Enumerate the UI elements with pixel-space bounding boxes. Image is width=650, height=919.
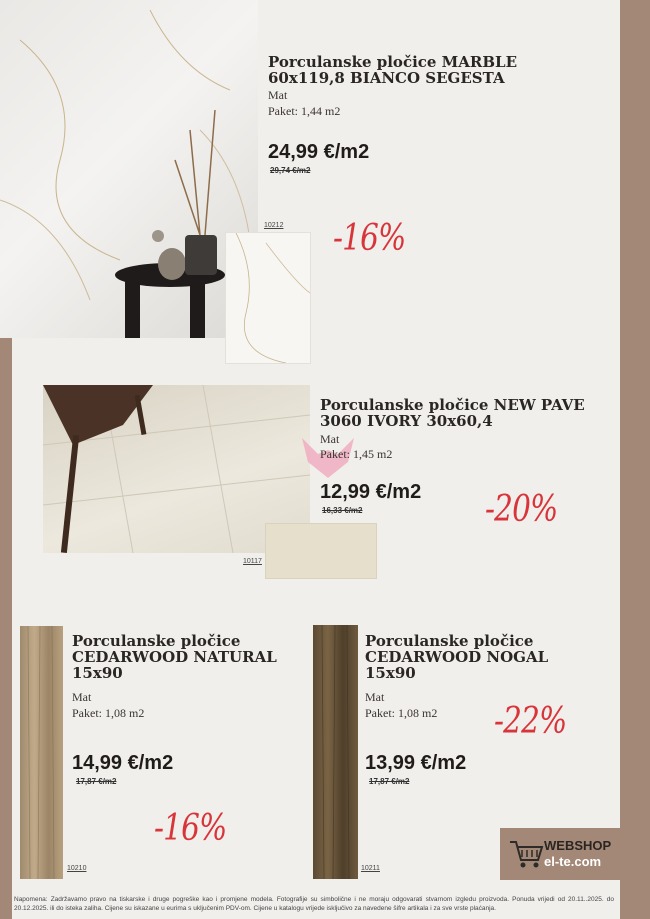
product-image-cedarwood-nogal	[313, 625, 358, 879]
left-frame-strip	[0, 338, 12, 919]
webshop-url[interactable]: el-te.com	[544, 854, 602, 869]
product-price: 12,99 €/m2	[320, 481, 422, 503]
product-old-price: 29,74 €/m2	[270, 166, 311, 175]
product-image-marble-room	[0, 0, 258, 338]
discount-badge: -16%	[154, 808, 227, 849]
product-image-cedarwood-natural	[20, 626, 63, 879]
webshop-label: WEBSHOP	[544, 838, 612, 853]
product-package: Paket: 1,08 m2	[365, 706, 438, 720]
product-title-marble	[268, 54, 608, 86]
product-title-cedar-nogal	[365, 633, 605, 681]
title-line: 3060 IVORY 30x60,4	[320, 412, 493, 430]
title-line: CEDARWOOD NOGAL	[365, 648, 549, 666]
title-line: Porculanske pločice	[72, 632, 241, 650]
title-line: CEDARWOOD NATURAL	[72, 648, 277, 666]
title-line: 60x119,8 BIANCO SEGESTA	[268, 69, 505, 87]
product-old-price: 17,87 €/m2	[369, 777, 410, 786]
title-line: Porculanske pločice	[365, 632, 534, 650]
product-package: Paket: 1,45 m2	[320, 447, 393, 461]
title-line: Porculanske pločice MARBLE	[268, 53, 518, 71]
product-finish: Mat	[268, 88, 288, 102]
product-image-marble-tile	[226, 233, 310, 363]
footer-disclaimer: Napomena: Zadržavamo pravo na tiskarske i druge pogreške kao i promjene modela. Fotografije su simbolične i ne moraju odgovarati stvarnom izgledu proizvoda. Ponuda vrijedi od 20.11..2025. do 20.12.2025. ili do isteka zaliha. Cijene su iskazane u eurima s uključenim PDV-om. Cijene u katalogu vrijede isključivo za navedene šifre artikala i za sve vrste plaćanja.	[14, 896, 614, 912]
product-finish: Mat	[365, 690, 385, 704]
product-price: 13,99 €/m2	[365, 752, 467, 774]
right-frame-strip	[620, 0, 650, 919]
product-price: 14,99 €/m2	[72, 752, 174, 774]
product-code: 10210	[67, 865, 87, 872]
product-code: 10211	[361, 865, 380, 872]
product-image-ivory-tile	[266, 524, 376, 578]
product-code: 10117	[243, 558, 262, 565]
webshop-badge[interactable]	[500, 828, 620, 880]
product-old-price: 16,33 €/m2	[322, 506, 363, 515]
discount-badge: -22%	[494, 701, 567, 742]
product-price: 24,99 €/m2	[268, 141, 370, 163]
product-package: Paket: 1,44 m2	[268, 104, 341, 118]
title-line: Porculanske pločice NEW PAVE	[320, 396, 585, 414]
discount-badge: -16%	[333, 218, 406, 259]
marble-veins	[0, 0, 258, 338]
product-old-price: 17,87 €/m2	[76, 777, 117, 786]
discount-badge: -20%	[485, 489, 558, 530]
product-package: Paket: 1,08 m2	[72, 706, 145, 720]
product-title-newpave	[320, 397, 610, 429]
product-title-cedar-natural	[72, 633, 312, 681]
title-line: 15x90	[365, 664, 416, 682]
title-line: 15x90	[72, 664, 123, 682]
product-finish: Mat	[72, 690, 92, 704]
product-finish: Mat	[320, 432, 340, 446]
shopping-cart-icon	[508, 838, 544, 875]
product-code: 10212	[264, 222, 284, 229]
